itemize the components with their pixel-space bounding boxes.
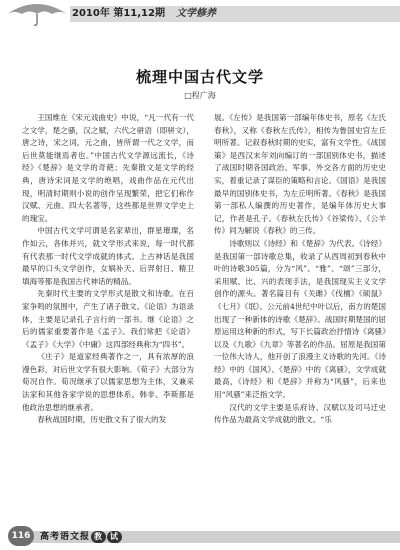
paragraph: 展。《左传》是我国第一部编年体史书，原名《左氏春秋》，又称《春秋左氏传》，相传为鲁国史官左丘明所著。记叙春秋时期的史实，富有文学性。《战国策》是西汉末年刘向编订的一部国别体史书，描述了战国时期各国政治、军事、外交各方面的历史史实，着重记录了谋臣的策略和言论。《国语》是我国最早的国别体史书，为左丘明所著。《春秋》是我国第一部私人编撰的历史著作，是编年体历史大事记，作者是孔子。《春秋左氏传》《谷梁传》、《公羊传》同为解说《春秋》的三传。 xyxy=(214,113,386,236)
umbrella-icon xyxy=(4,0,70,26)
magazine-title: 高考语文报 xyxy=(40,532,91,542)
paragraph: 汉代的文学主要是乐府诗、汉赋以及司马迁史传作品为最高文学成就的散文。“乐 xyxy=(214,402,386,425)
paragraph: 先秦时代主要的文学形式是散文和诗歌。在百家争鸣的氛围中，产生了诸子散文。《论语》为语录体，主要是记录孔子言行的一部书。继《论语》之后的儒家重要著作是《孟子》。我们常把《论语》《孟子》《大学》《中庸》这四部经典称为“四书”。 xyxy=(22,289,194,349)
paragraph: 诗歌则以《诗经》和《楚辞》为代表。《诗经》是我国第一部诗歌总集，收录了从西周初到春秋中叶的诗歌305篇，分为“风”、“雅”、“颂”三部分，采用赋、比、兴的表现手法，是我国现实主义文学创作的源头。著名篇目有《关雎》《伐檀》《硕鼠》《七月》《氓》。公元前4世纪中叶以后，南方的楚国出现了一种新体的诗歌《楚辞》。战国时期楚国的屈原运用这种新的形式，写下长篇政治抒情诗《离骚》以及《九歌》《九章》等著名的作品。屈原是我国第一位伟大诗人，他开创了浪漫主义诗歌的先河。《诗经》中的《国风》、《楚辞》中的《离骚》，文学成就最高，《诗经》和《楚辞》并称为“风骚”，后来也用“风骚”来泛指文学。 xyxy=(214,238,386,400)
issue-label: 2010年 第11,12期 xyxy=(72,8,165,19)
article-author: □程广海 xyxy=(184,91,216,100)
text-column-right xyxy=(214,112,386,522)
paragraph: 王国维在《宋元戏曲史》中说，“凡一代有一代之文学，楚之骚，汉之赋，六代之骈语（即骈文），唐之诗，宋之词，元之曲，皆所谓一代之文学，而后世莫能继焉者也。”中国古代文学源远流长，《诗经》《楚辞》是文学的奇葩；先秦散文是文学的经典，唐诗宋词是文学的绝唱，戏曲作品在元代出现，明清时期则小说的创作呈现繁荣，把它们称作汉赋、元曲、四大名著等，这些都是世界文学史上的瑰宝。 xyxy=(22,113,194,223)
paragraph: 春秋战国时期，历史散文有了很大的发 xyxy=(37,415,167,425)
text-column-left xyxy=(22,112,194,522)
page-number: 116 xyxy=(8,526,34,546)
magazine-badge-1: 教 xyxy=(91,531,106,543)
paragraph: 中国古代文学可谓是名家辈出，群星璀璨，名作如云，各体并兴，就文学形式来说，每一时代都有代表那一时代文学成就的体式。上古神话是我国最早的口头文学创作，女娲补天、后羿射日、精卫填海等都是我国古代神话的精品。 xyxy=(22,226,194,286)
paragraph: 《庄子》是道家经典著作之一，具有浓厚的浪漫色彩，对后世文学有很大影响。《荀子》大部分为荀况自作。荀况继承了以儒家思想为主体，又兼采法家和其他各家学说的思想体系。韩非、李斯都是他政治思想的继承者。 xyxy=(22,352,194,412)
column-tag: 文学修养 xyxy=(176,8,216,19)
page-header xyxy=(0,0,400,30)
magazine-name xyxy=(40,529,122,545)
article-title: 梳理中国古代文学 xyxy=(135,68,264,86)
page-footer xyxy=(0,522,400,550)
magazine-badge-2: 试 xyxy=(107,531,122,543)
